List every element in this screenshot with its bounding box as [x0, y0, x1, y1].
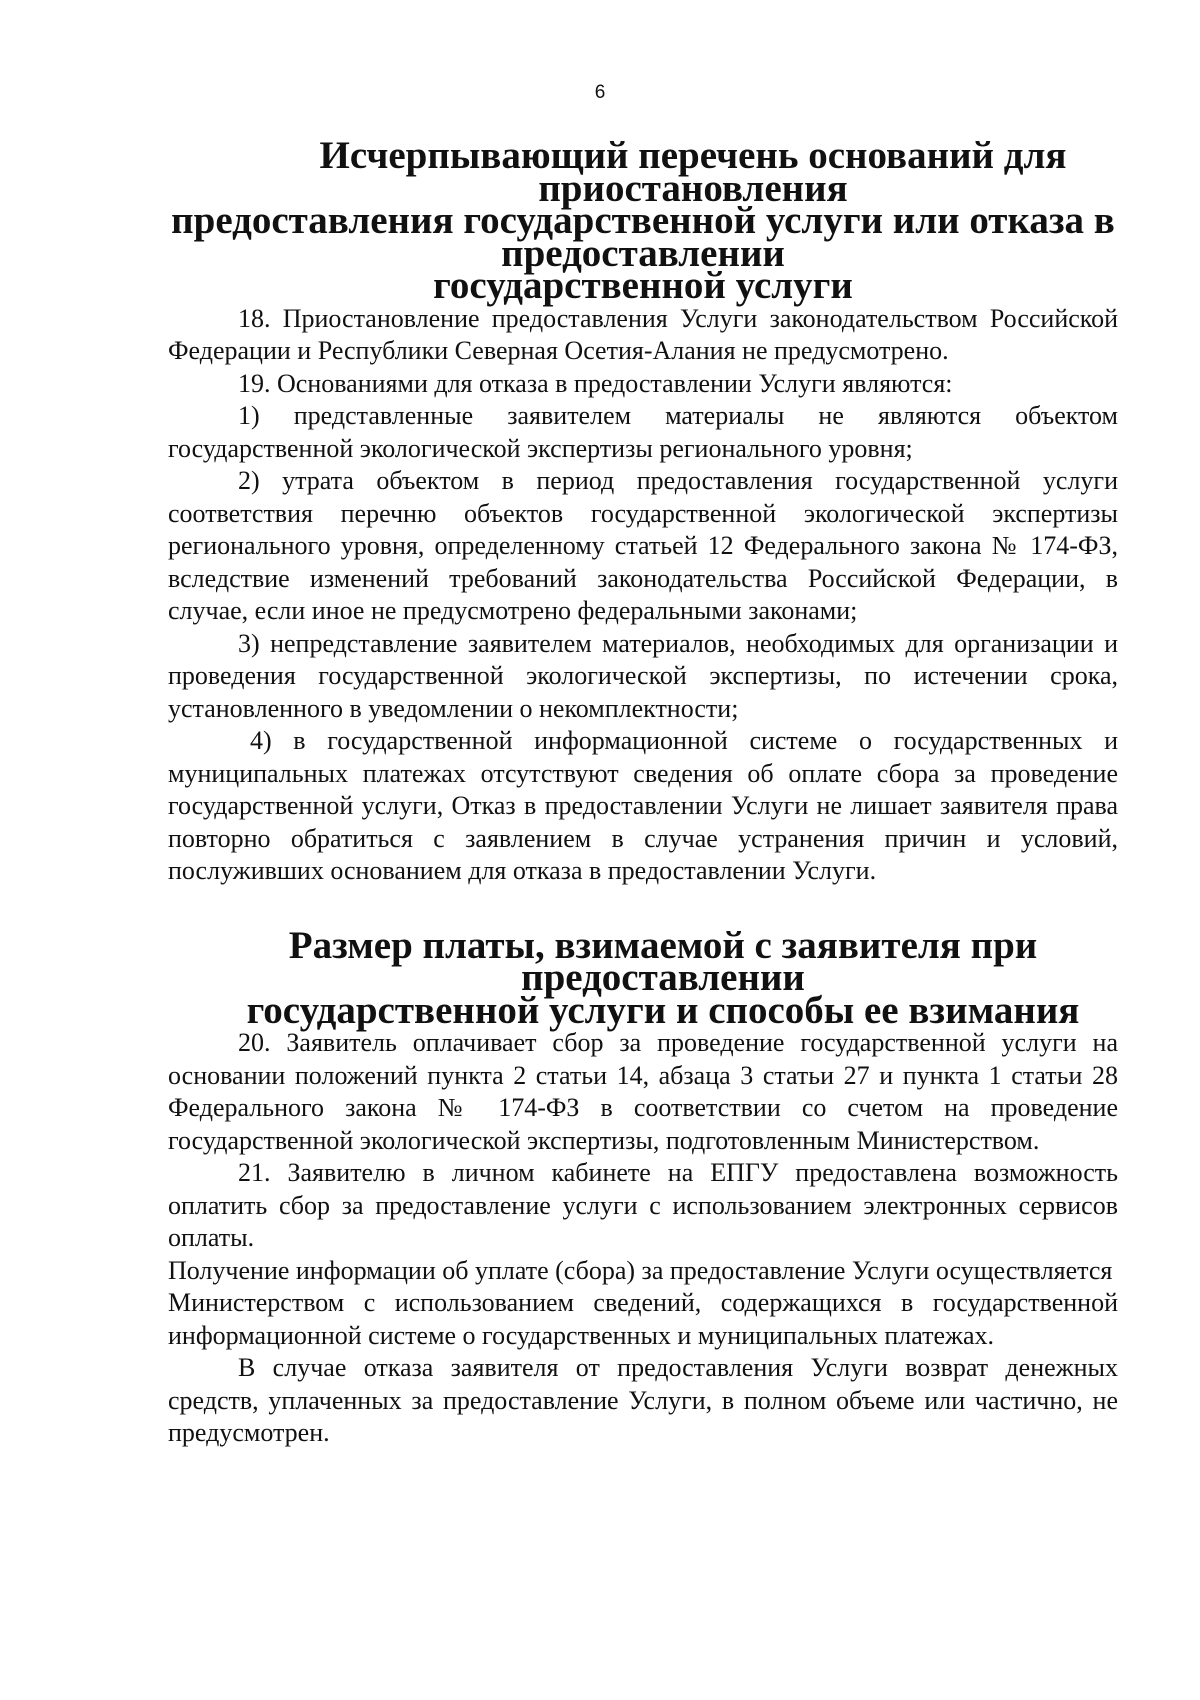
heading-line: предоставления государственной услуги или отказа в предоставлении [171, 199, 1115, 275]
heading-line: государственной услуги [433, 264, 853, 307]
paragraph-18: 18. Приостановление предоставления Услуги законодательством Российской Федерации и Республики Северная Осетия-Алания не предусмотрено. [168, 303, 1118, 365]
document-body [168, 134, 1118, 1450]
paragraph-21: 21. Заявителю в личном кабинете на ЕПГУ предоставлена возможность оплатить сбор за предоставление услуги с использованием электронных сервисов оплаты. [168, 1158, 1118, 1252]
paragraph-refund: В случае отказа заявителя от предоставления Услуги возврат денежных средств, уплаченных за предоставление Услуги, в полном объеме или частично, не предусмотрен. [168, 1353, 1118, 1447]
heading-line: Размер платы, взимаемой с заявителя при предоставлении [288, 923, 1038, 999]
section-heading-grounds-refusal [168, 134, 1118, 307]
paragraph-payment-info: Получение информации об уплате (сбора) за предоставление Услуги осуществляется [168, 1255, 1113, 1285]
list-item-4: 4) в государственной информационной системе о государственных и муниципальных платежах отсутствуют сведения об оплате сбора за проведение государственной услуги, Отказ в предоставлении Услуги не лишает заявителя права повторно обратиться с заявлением в случае устранения причин и условий, послуживших основанием для отказа в предоставлении Услуги. [168, 726, 1118, 885]
paragraph-20: 20. Заявитель оплачивает сбор за проведение государственной услуги на основании положений пункта 2 статьи 14, абзаца 3 статьи 27 и пункта 1 статьи 28 Федерального закона № 174-ФЗ в соответствии со счетом на проведение государственной экологической экспертизы, подготовленным Министерством. [168, 1028, 1118, 1155]
heading-line: Исчерпывающий перечень оснований для приостановления [319, 134, 1067, 210]
list-item-2: 2) утрата объектом в период предоставления государственной услуги соответствия перечню объектов государственной экологической экспертизы регионального уровня, определенному статьей 12 Федерального закона № 174-ФЗ, вследствие изменений требований законодательства Российской Федерации, в случае, если иное не предусмотрено федеральными законами; [168, 466, 1118, 625]
heading-line: государственной услуги и способы ее взимания [246, 988, 1080, 1032]
list-item-3: 3) непредставление заявителем материалов, необходимых для организации и проведения государственной экологической экспертизы, по истечении срока, установленного в уведомлении о некомплектности; [168, 628, 1118, 723]
section-heading-fee [168, 923, 1118, 1032]
page-number: 6 [594, 82, 606, 103]
paragraph-ministry: Министерством с использованием сведений, содержащихся в государственной информационной системе о государственных и муниципальных платежах. [168, 1288, 1118, 1350]
paragraph-19: 19. Основаниями для отказа в предоставлении Услуги являются: [238, 368, 953, 398]
list-item-1: 1) представленные заявителем материалы не являются объектом государственной экологической экспертизы регионального уровня; [168, 401, 1118, 463]
